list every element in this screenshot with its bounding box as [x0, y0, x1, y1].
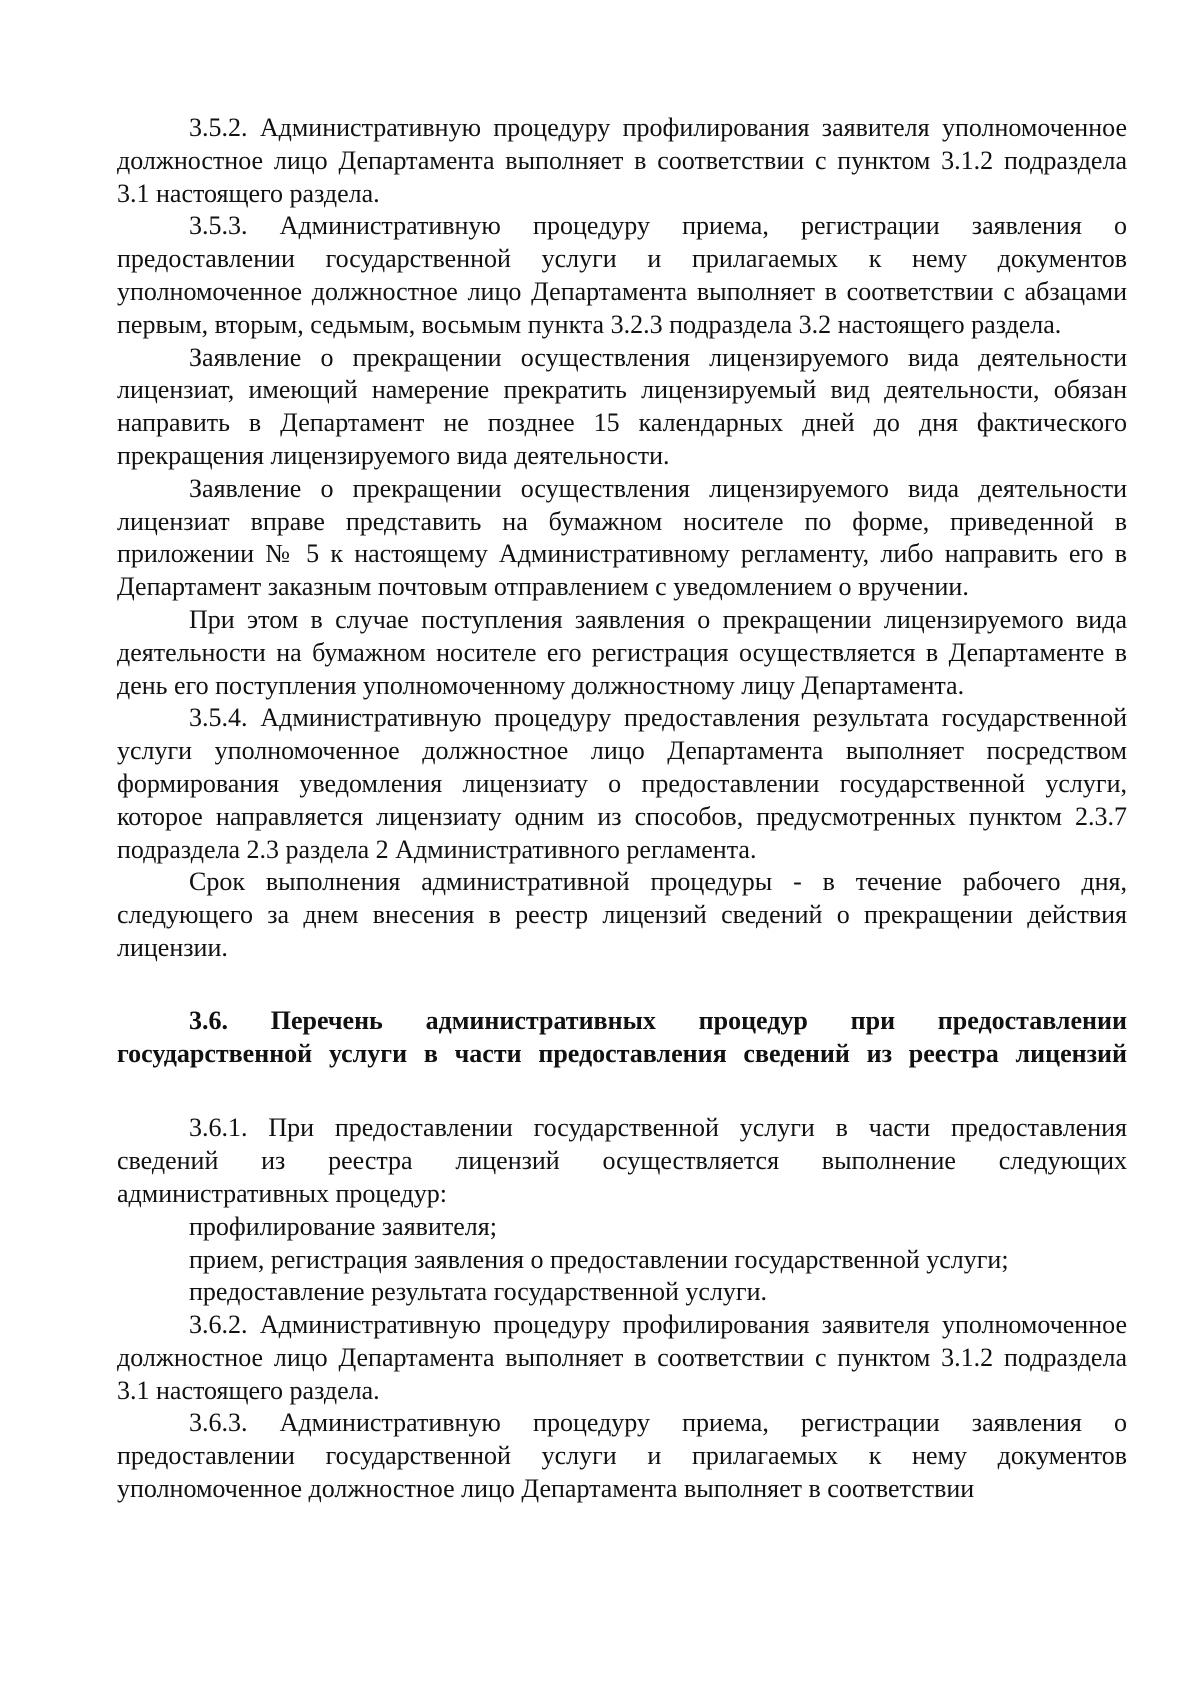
paragraph-3-5-2: 3.5.2. Административную процедуру профилирования заявителя уполномоченное должностное лицо Департамента выполняет в соответствии с пунктом 3.1.2 подраздела 3.1 настоящего раздела.: [117, 113, 1127, 208]
section-heading-3-6: [117, 1005, 1127, 1071]
section-heading-line-1: 3.6. Перечень административных процедур при предоставлении: [189, 1005, 1127, 1035]
list-item: профилирование заявителя;: [189, 1211, 497, 1241]
paragraph-3-5-4: 3.5.4. Административную процедуру предоставления результата государственной услуги уполномоченное должностное лицо Департамента выполняет посредством формирования уведомления лицензиату о предоставлении государственной услуги, которое направляется лицензиату одним из способов, предусмотренных пунктом 2.3.7 подраздела 2.3 раздела 2 Административного регламента.: [117, 703, 1127, 864]
section-heading-line-2: государственной услуги в части предоставления сведений из реестра лицензий: [117, 1038, 1127, 1068]
paragraph-registration: При этом в случае поступления заявления о прекращении лицензируемого вида деятельности на бумажном носителе его регистрация осуществляется в Департаменте в день его поступления уполномоченному должностному лицу Департамента.: [117, 604, 1127, 700]
list-item: предоставление результата государственной услуги.: [189, 1277, 768, 1307]
paragraph-3-6-1: 3.6.1. При предоставлении государственной услуги в части предоставления сведений из реестра лицензий осуществляется выполнение следующих административных процедур:: [117, 1113, 1127, 1208]
document-page: [117, 112, 1127, 1506]
paragraph-application-paper: Заявление о прекращении осуществления лицензируемого вида деятельности лицензиат вправе представить на бумажном носителе по форме, приведенной в приложении № 5 к настоящему Административному регламенту, либо направить его в Департамент заказным почтовым отправлением с уведомлением о вручении.: [117, 473, 1127, 602]
paragraph-3-6-3: 3.6.3. Административную процедуру приема, регистрации заявления о предоставлении государственной услуги и прилагаемых к нему документов уполномоченное должностное лицо Департамента выполняет в соответствии: [117, 1408, 1127, 1504]
paragraph-application-termination: Заявление о прекращении осуществления лицензируемого вида деятельности лицензиат, имеющий намерение прекратить лицензируемый вид деятельности, обязан направить в Департамент не позднее 15 календарных дней до дня фактического прекращения лицензируемого вида деятельности.: [117, 342, 1127, 470]
paragraph-deadline: Срок выполнения административной процедуры - в течение рабочего дня, следующего за днем внесения в реестр лицензий сведений о прекращении действия лицензии.: [117, 867, 1127, 962]
paragraph-3-5-3: 3.5.3. Административную процедуру приема, регистрации заявления о предоставлении государственной услуги и прилагаемых к нему документов уполномоченное должностное лицо Департамента выполняет в соответствии с абзацами первым, вторым, седьмым, восьмым пункта 3.2.3 подраздела 3.2 настоящего раздела.: [117, 211, 1127, 339]
paragraph-3-6-2: 3.6.2. Административную процедуру профилирования заявителя уполномоченное должностное лицо Департамента выполняет в соответствии с пунктом 3.1.2 подраздела 3.1 настоящего раздела.: [117, 1310, 1127, 1405]
list-item: прием, регистрация заявления о предоставлении государственной услуги;: [189, 1244, 1009, 1274]
